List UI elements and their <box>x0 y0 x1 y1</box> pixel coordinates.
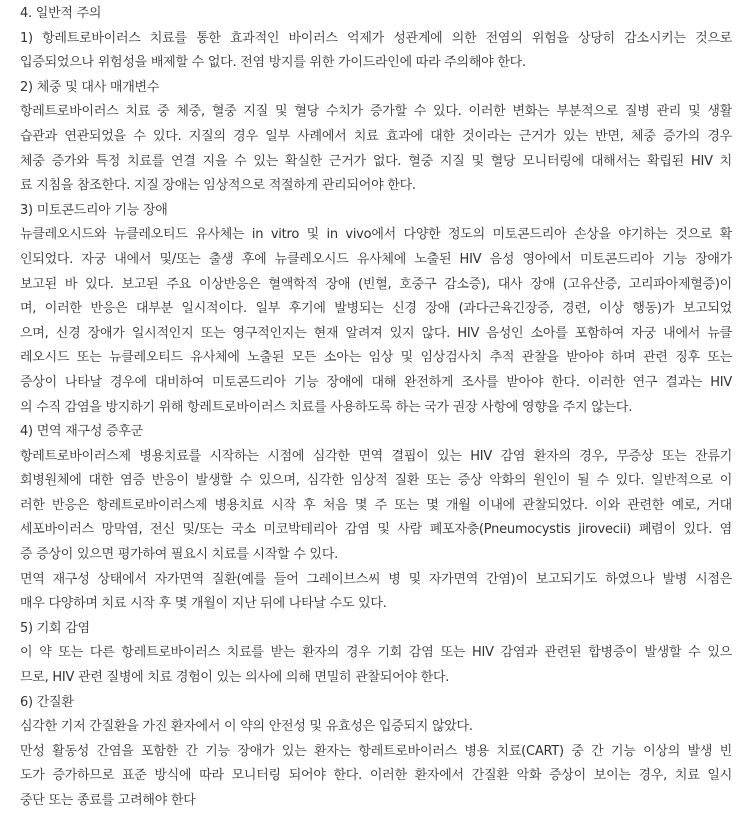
paragraph-line: 회병원체에 대한 염증 반응이 발생할 수 있으며, 심각한 임상적 질환 또는 증상 악화의 원인이 될 수 있다. 일반적으로 이 <box>20 473 732 489</box>
paragraph-line: 러한 반응은 항레트로바이러스제 병용치료 시작 후 처음 몇 주 또는 몇 개월 이내에 관찰되었다. 이와 관련한 예로, 거대 <box>20 497 732 513</box>
section-heading-general-precautions: 4. 일반적 주의 <box>20 6 102 21</box>
paragraph-line: 입증되었으나 위험성을 배제할 수 없다. 전염 방지를 위한 가이드라인에 따라 주의해야 한다. <box>20 55 526 71</box>
paragraph-line: 세포바이러스 망막염, 전신 및/또는 국소 미코박테리아 감염 및 사람 폐포자충(Pneumocystis jirovecii) 폐렴이 있다. 염 <box>20 522 732 538</box>
paragraph-line: 만성 활동성 간염을 포함한 간 기능 장애가 있는 환자는 항레트로바이러스 병용 치료(CART) 중 간 기능 이상의 발생 빈 <box>20 743 732 759</box>
subsection-heading-immune-reconstitution: 4) 면역 재구성 증후군 <box>20 424 143 440</box>
paragraph-line: 체중 증가와 특정 치료를 연결 지을 수 있는 확실한 근거가 없다. 혈중 지질 및 혈당 모니터링에 대해서는 확립된 HIV 치 <box>20 153 732 169</box>
paragraph-line: 증 증상이 있으면 평가하여 필요시 치료를 시작할 수 있다. <box>20 547 339 563</box>
paragraph-line: 며, 이러한 반응은 대부분 일시적이다. 일부 후기에 발병되는 신경 장애 (과다근육긴장증, 경련, 이상 행동)가 보고되었 <box>20 301 732 317</box>
paragraph-line: 인되었다. 자궁 내에서 및/또는 출생 후에 뉴클레오시드 유사체에 노출된 HIV 음성 영아에서 미토콘드리아 기능 장애가 <box>20 251 732 267</box>
paragraph-line: 도가 증가하므로 표준 방식에 따라 모니터링 되어야 한다. 이러한 환자에서 간질환 악화 증상이 보이는 경우, 치료 일시 <box>20 768 732 784</box>
paragraph-line: 보고된 바 있다. 보고된 주요 이상반응은 혈액학적 장애 (빈혈, 호중구 감소증), 대사 장애 (고유산증, 고리파아제혈증)이 <box>20 276 732 292</box>
paragraph-line: 항레트로바이러스 치료 중 체중, 혈중 지질 및 혈당 수치가 증가할 수 있다. 이러한 변화는 부분적으로 질병 관리 및 생활 <box>20 104 732 120</box>
paragraph-line: 중단 또는 종료를 고려해야 한다 <box>20 793 196 808</box>
paragraph-line: 레오시드 또는 뉴클레오티드 유사체에 노출된 모든 소아는 임상 및 임상검사치 추적 관찰을 받아야 하며 관련 징후 또는 <box>20 350 732 366</box>
subsection-heading-liver-disease: 6) 간질환 <box>20 694 74 710</box>
paragraph-line: 증상이 나타날 경우에 대비하여 미토콘드리아 기능 장애에 대해 완전하게 조사를 받아야 한다. 이러한 연구 결과는 HIV <box>20 374 732 390</box>
paragraph-line: 심각한 기저 간질환을 가진 환자에서 이 약의 안전성 및 유효성은 입증되지 않았다. <box>20 719 473 735</box>
paragraph-line: 습관과 연관되었을 수 있다. 지질의 경우 일부 사례에서 치료 효과에 대한 것이라는 근거가 있는 반면, 체중 증가의 경우 <box>20 128 732 144</box>
paragraph-line: 의 수직 감염을 방지하기 위해 항레트로바이러스 치료를 사용하도록 하는 국가 권장 사항에 영향을 주지 않는다. <box>20 399 633 415</box>
subsection-heading-mitochondrial: 3) 미토콘드리아 기능 장애 <box>20 202 168 218</box>
subsection-heading-weight-metabolic: 2) 체중 및 대사 매개변수 <box>20 79 160 95</box>
subsection-heading-opportunistic-infection: 5) 기회 감염 <box>20 620 90 636</box>
paragraph-line: 이 약 또는 다른 항레트로바이러스 치료를 받는 환자의 경우 기회 감염 또는 HIV 감염과 관련된 합병증이 발생할 수 있으 <box>20 645 732 661</box>
paragraph-line: 으며, 신경 장애가 일시적인지 또는 영구적인지는 현재 알려져 있지 않다. HIV 음성인 소아를 포함하여 자궁 내에서 뉴클 <box>20 325 732 341</box>
paragraph-line: 매우 다양하며 치료 시작 후 몇 개월이 지난 뒤에 나타날 수도 있다. <box>20 596 387 612</box>
paragraph-line: 므로, HIV 관련 질병에 치료 경험이 있는 의사에 의해 면밀히 관찰되어야 한다. <box>20 670 450 686</box>
paragraph-line: 면역 재구성 상태에서 자가면역 질환(예를 들어 그레이브스씨 병 및 자가면역 간염)이 보고되기도 하였으나 발병 시점은 <box>20 571 732 587</box>
paragraph-line: 료 지침을 참조한다. 지질 장애는 임상적으로 적절하게 관리되어야 한다. <box>20 178 416 194</box>
paragraph-line: 1) 항레트로바이러스 치료를 통한 효과적인 바이러스 억제가 성관계에 의한 전염의 위험을 상당히 감소시키는 것으로 <box>20 30 732 46</box>
paragraph-line: 뉴클레오시드와 뉴클레오티드 유사체는 in vitro 및 in vivo에서 다양한 정도의 미토콘드리아 손상을 야기하는 것으로 확 <box>20 227 732 243</box>
paragraph-line: 항레트로바이러스제 병용치료를 시작하는 시점에 심각한 면역 결핍이 있는 HIV 감염 환자의 경우, 무증상 또는 잔류기 <box>20 448 732 464</box>
